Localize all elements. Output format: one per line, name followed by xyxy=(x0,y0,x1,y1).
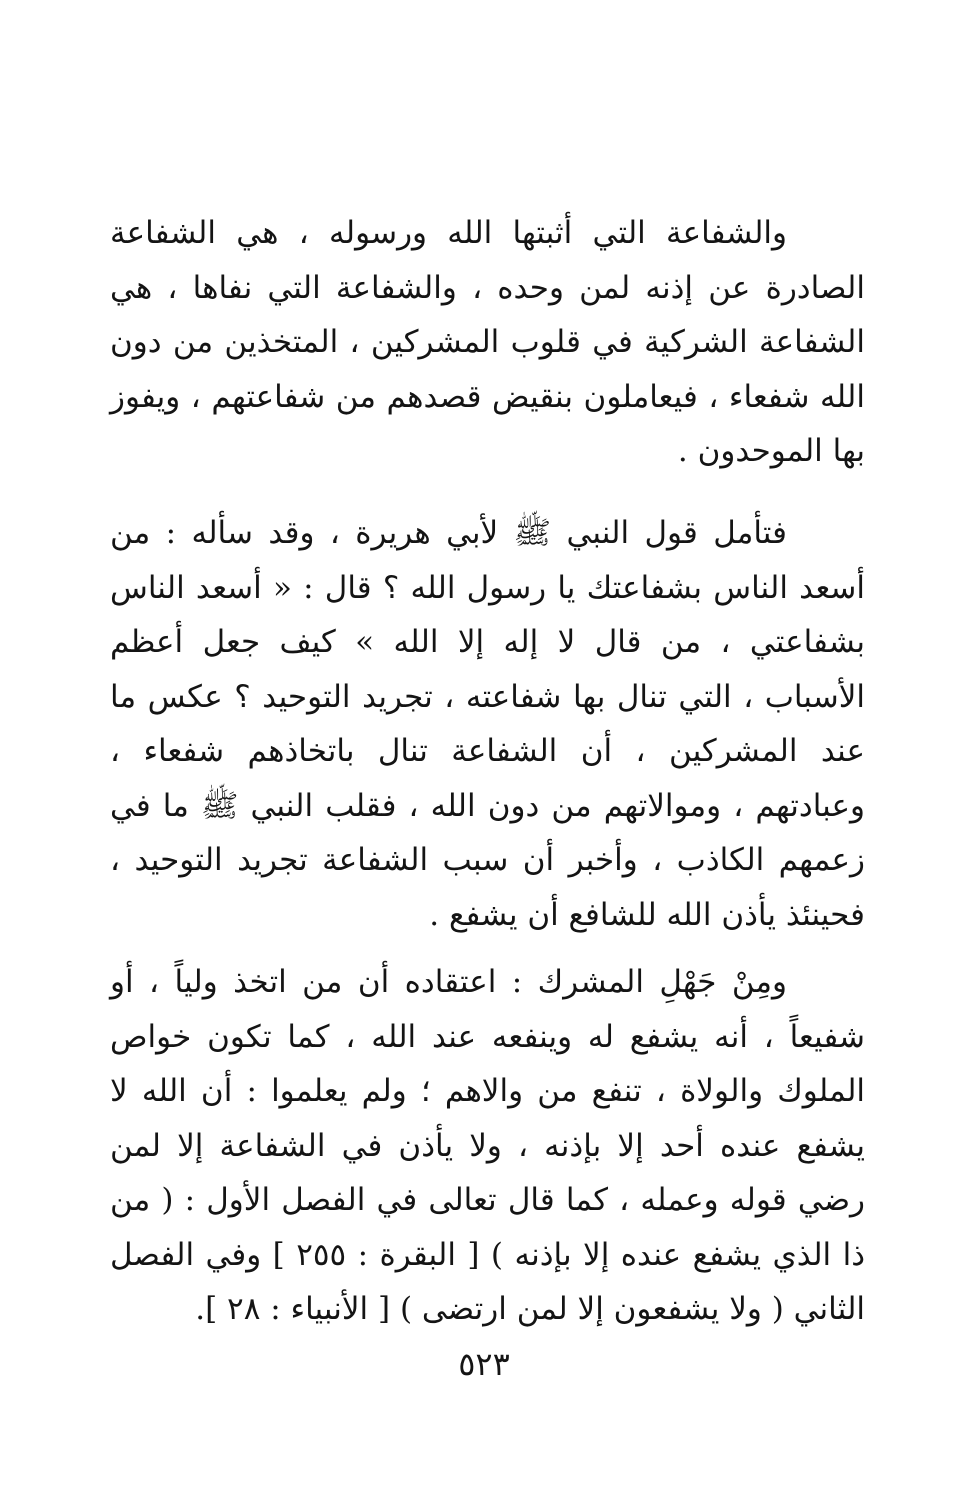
paragraph-text: فتأمل قول النبي ﷺ لأبي هريرة ، وقد سأله : من أسعد الناس بشفاعتك يا رسول الله ؟ قال : « أسعد الناس بشفاعتي ، من قال لا إله إلا الله » كيف جعل أعظم الأسباب ، التي تنال بها شفاعته ، تجريد التوحيد ؟ عكس ما عند المشركين ، أن الشفاعة تنال باتخاذهم شفعاء ، وعبادتهم ، وموالاتهم من دون الله ، فقلب النبي ﷺ ما في زعمهم الكاذب ، وأخبر أن سبب الشفاعة تجريد التوحيد ، فحينئذ يأذن الله للشافع أن يشفع . xyxy=(110,515,865,933)
paragraph-hadith xyxy=(110,506,865,942)
paragraph-text: ومِنْ جَهْلِ المشرك : اعتقاده أن من اتخذ ولياً ، أو شفيعاً ، أنه يشفع له وينفعه عند الله ، كما تكون خواص الملوك والولاة ، تنفع من والاهم ؛ ولم يعلموا : أن الله لا يشفع عنده أحد إلا بإذنه ، ولا يأذن في الشفاعة إلا لمن رضي قوله وعمله ، كما قال تعالى في الفصل الأول : ( من ذا الذي يشفع عنده إلا بإذنه ) [ البقرة : ٢٥٥ ] وفي الفصل الثاني ( ولا يشفعون إلا لمن ارتضى ) [ الأنبياء : ٢٨ ]. xyxy=(110,964,865,1327)
page-number: ٥٢٣ xyxy=(458,1345,510,1383)
paragraph-ignorance xyxy=(110,955,865,1337)
paragraph-text: والشفاعة التي أثبتها الله ورسوله ، هي الشفاعة الصادرة عن إذنه لمن وحده ، والشفاعة التي نفاها ، هي الشفاعة الشركية في قلوب المشركين ، المتخذين من دون الله شفعاء ، فيعاملون بنقيض قصدهم من شفاعتهم ، ويفوز بها الموحدون . xyxy=(110,215,865,469)
paragraph-intercession xyxy=(110,206,865,479)
